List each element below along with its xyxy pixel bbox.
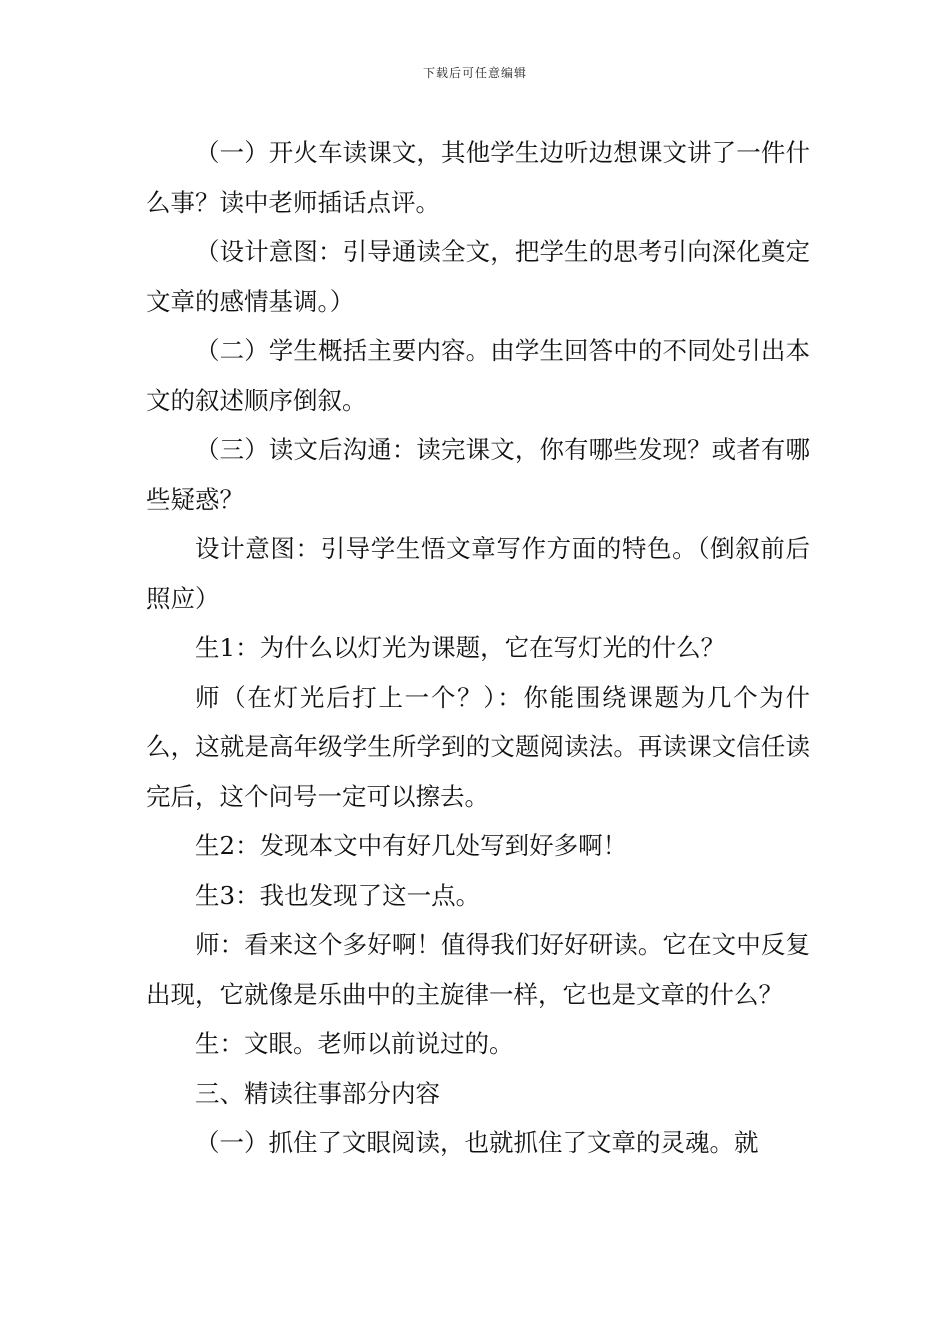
paragraph: 生1：为什么以灯光为课题，它在写灯光的什么？ [195, 633, 726, 662]
paragraph: 生：文眼。老师以前说过的。 [195, 1029, 514, 1058]
paragraph: （一）开火车读课文，其他学生边听边想课文讲了一件什么事？读中老师插话点评。 [146, 138, 810, 217]
paragraph: 设计意图：引导学生悟文章写作方面的特色。（倒叙前后照应） [146, 534, 810, 613]
paragraph: 生2：发现本文中有好几处写到好多啊！ [195, 831, 628, 860]
page-header: 下载后可任意编辑 [422, 66, 527, 80]
paragraph: （一）抓住了文眼阅读，也就抓住了文章的灵魂。就 [195, 1128, 759, 1157]
paragraph: （设计意图：引导通读全文，把学生的思考引向深化奠定文章的感情基调。） [146, 237, 810, 316]
paragraph: （二）学生概括主要内容。由学生回答中的不同处引出本文的叙述顺序倒叙。 [146, 336, 810, 415]
section-heading: 三、精读往事部分内容 [195, 1078, 440, 1108]
paragraph: 师（在灯光后打上一个？）：你能围绕课题为几个为什么，这就是高年级学生所学到的文题阅读法。再读课文信任读完后，这个问号一定可以擦去。 [146, 682, 810, 811]
document-body [146, 128, 810, 1168]
paragraph: 生3：我也发现了这一点。 [195, 880, 481, 910]
paragraph: 师：看来这个多好啊！值得我们好好研读。它在文中反复出现，它就像是乐曲中的主旋律一样，它也是文章的什么？ [146, 930, 810, 1009]
paragraph: （三）读文后沟通：读完课文，你有哪些发现？或者有哪些疑惑？ [146, 435, 810, 514]
